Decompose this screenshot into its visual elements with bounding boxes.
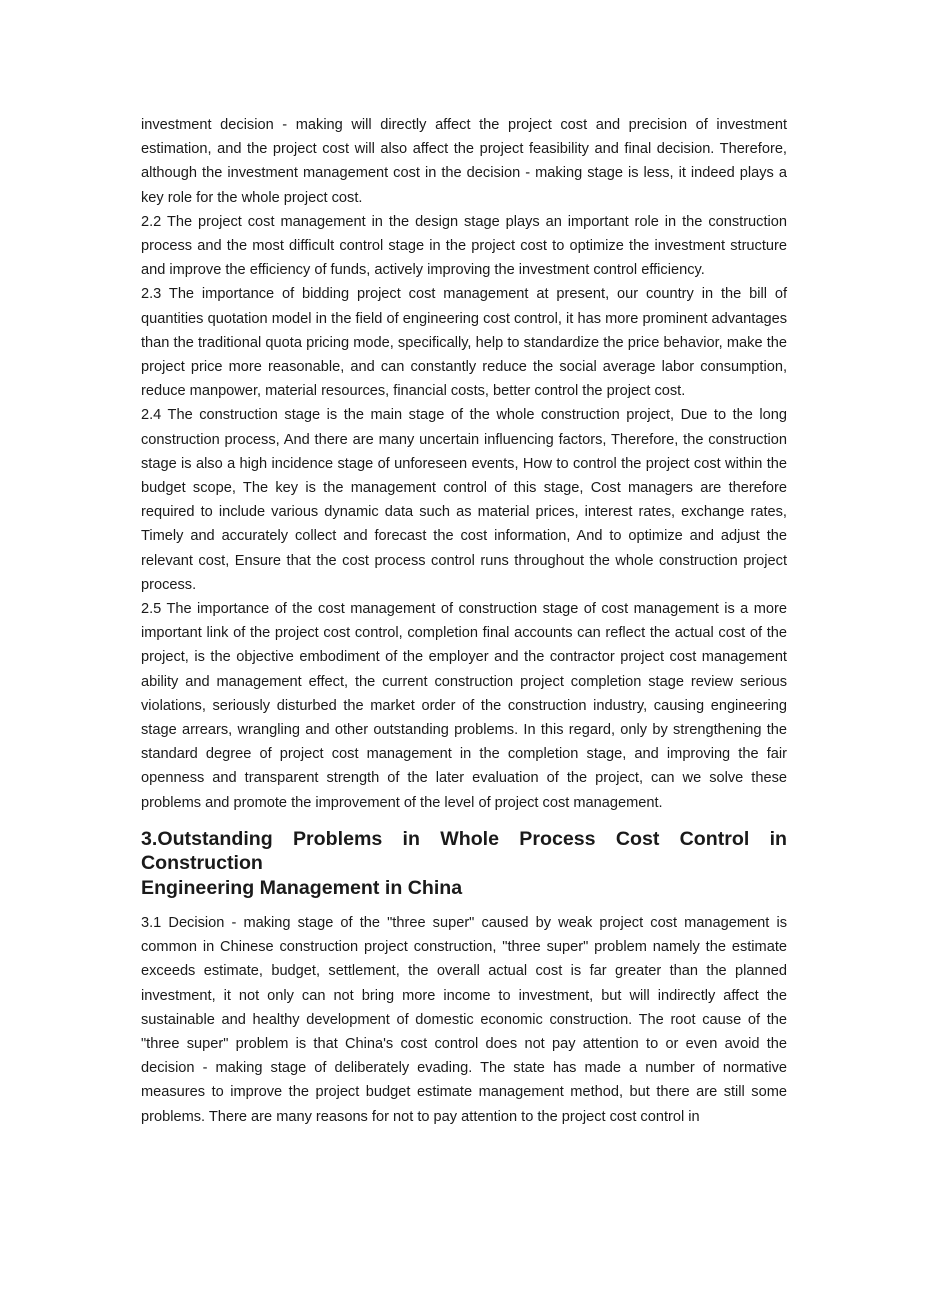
section-3-heading-line-2: Engineering Management in China	[141, 876, 463, 899]
section-3-heading-line-1	[141, 827, 787, 874]
paragraph-3-1-decision-stage: 3.1 Decision - making stage of the "three super" caused by weak project cost management is common in Chinese construction project construction, "three super" problem namely the estimate exceeds estimate, budget, settlement, the overall actual cost is far greater than the planned investment, it not only can not bring more income to investment, but will indirectly affect the sustainable and healthy development of domestic economic construction. The root cause of the "three super" problem is that China's cost control does not pay attention to or even avoid the decision - making stage of deliberately evading. The state has made a number of normative measures to improve the project budget estimate management method, but there are still some problems. There are many reasons for not to pay attention to the project cost control in	[141, 914, 787, 1125]
paragraph-investment-decision: investment decision - making will directly affect the project cost and precision of investment estimation, and the project cost will also affect the project feasibility and final decision. Therefore, although the investment management cost in the decision - making stage is less, it indeed plays a key role for the whole project cost.	[141, 117, 787, 206]
section-3-heading-text-1: 3.Outstanding Problems in Whole Process Cost Control in Construction	[141, 827, 787, 874]
paragraph-2-5-completion-stage: 2.5 The importance of the cost management of construction stage of cost management is a more important link of the project cost control, completion final accounts can reflect the actual cost of the project, is the objective embodiment of the employer and the contractor project cost management ability and management effect, the current construction project completion stage review serious violations, seriously disturbed the market order of the construction industry, causing engineering stage arrears, wrangling and other outstanding problems. In this regard, only by strengthening the standard degree of project cost management in the completion stage, and improving the fair openness and transparent strength of the later evaluation of the project, can we solve these problems and promote the improvement of the level of project cost management.	[141, 601, 787, 811]
paragraph-2-2-design-stage: 2.2 The project cost management in the design stage plays an important role in the construction process and the most difficult control stage in the project cost to optimize the investment structure and improve the efficiency of funds, actively improving the investment control efficiency.	[141, 213, 787, 279]
paragraph-2-3-bidding: 2.3 The importance of bidding project cost management at present, our country in the bill of quantities quotation model in the field of engineering cost control, it has more prominent advantages than the traditional quota pricing mode, specifically, help to standardize the price behavior, make the project price more reasonable, and can constantly reduce the social average labor consumption, reduce manpower, material resources, financial costs, better control the project cost.	[141, 286, 787, 400]
paragraph-2-4-construction-stage: 2.4 The construction stage is the main stage of the whole construction project, Due to the long construction process, And there are many uncertain influencing factors, Therefore, the construction stage is also a high incidence stage of unforeseen events, How to control the project cost within the budget scope, The key is the management control of this stage, Cost managers are therefore required to include various dynamic data such as material prices, interest rates, exchange rates, Timely and accurately collect and forecast the cost information, And to optimize and adjust the relevant cost, Ensure that the cost process control runs throughout the whole construction project process.	[141, 407, 787, 593]
document-page	[141, 113, 787, 1129]
